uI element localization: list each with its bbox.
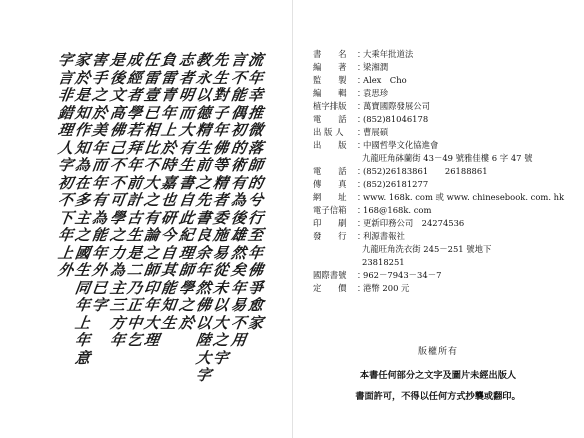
calligraphy-glyph: 紀 xyxy=(177,226,196,244)
colophon-value: 大乘年批道法 xyxy=(363,48,414,59)
calligraphy-glyph: 多 xyxy=(73,191,92,209)
copyright-line-1: 本書任何部分之文字及圖片未經出版人 xyxy=(359,370,517,381)
calligraphy-glyph: 初 xyxy=(229,121,248,139)
calligraphy-glyph: 用 xyxy=(229,331,248,349)
colophon-colon: ： xyxy=(357,282,366,293)
calligraphy-glyph: 經 xyxy=(125,68,144,87)
calligraphy-column xyxy=(73,52,92,367)
calligraphy-glyph: 此 xyxy=(177,208,196,227)
colophon-value: www. 168k. com 或 www. chinesebook. com. hk xyxy=(363,191,565,202)
calligraphy-glyph: 愈 xyxy=(246,296,265,314)
calligraphy-glyph: 年 xyxy=(125,156,144,174)
calligraphy-glyph: 以 xyxy=(194,313,213,332)
calligraphy-glyph: 正 xyxy=(125,296,144,314)
colophon-colon: ： xyxy=(357,178,366,189)
calligraphy-column xyxy=(108,52,127,350)
calligraphy-glyph: 師 xyxy=(143,261,161,279)
calligraphy-glyph: 之 xyxy=(91,86,109,104)
colophon-colon: ： xyxy=(357,113,366,124)
calligraphy-glyph: 之 xyxy=(143,191,161,209)
calligraphy-glyph: 生 xyxy=(177,156,196,174)
calligraphy-glyph: 計 xyxy=(125,191,144,209)
calligraphy-glyph: 的 xyxy=(229,138,248,157)
calligraphy-glyph: 主 xyxy=(73,208,92,227)
calligraphy-glyph: 二 xyxy=(125,261,144,279)
calligraphy-glyph: 自 xyxy=(177,191,196,209)
colophon-colon: ： xyxy=(357,191,366,202)
calligraphy-glyph: 年 xyxy=(246,68,265,87)
colophon-row xyxy=(313,281,573,294)
calligraphy-glyph: 明 xyxy=(177,86,196,104)
calligraphy-glyph: 乃 xyxy=(125,278,144,297)
colophon-label: 電 話 xyxy=(313,165,347,176)
calligraphy-glyph: 字 xyxy=(56,51,75,69)
calligraphy-glyph: 者 xyxy=(212,191,230,209)
calligraphy-glyph: 者 xyxy=(177,68,196,87)
calligraphy-glyph: 相 xyxy=(143,121,161,139)
calligraphy-glyph: 先 xyxy=(194,191,213,209)
calligraphy-glyph: 古 xyxy=(125,208,144,227)
calligraphy-glyph: 志 xyxy=(177,51,196,69)
calligraphy-glyph: 施 xyxy=(212,226,230,244)
calligraphy-glyph: 書 xyxy=(177,173,196,192)
calligraphy-glyph: 家 xyxy=(246,313,265,332)
calligraphy-glyph: 大 xyxy=(177,121,196,139)
calligraphy-glyph: 字 xyxy=(194,366,213,384)
colophon-colon: ： xyxy=(357,126,366,137)
calligraphy-column xyxy=(229,52,248,350)
calligraphy-glyph: 比 xyxy=(143,138,161,157)
calligraphy-column xyxy=(211,52,230,367)
calligraphy-glyph: 年 xyxy=(160,103,178,122)
calligraphy-glyph: 在 xyxy=(73,173,92,192)
colophon-value: (852)26183861 26188861 xyxy=(363,165,488,176)
calligraphy-glyph: 師 xyxy=(177,261,196,279)
calligraphy-glyph: 佛 xyxy=(212,138,230,157)
calligraphy-glyph: 有 xyxy=(143,208,161,227)
colophon-row xyxy=(313,73,573,86)
calligraphy-glyph: 生 xyxy=(194,138,213,157)
calligraphy-glyph: 之 xyxy=(177,296,196,314)
colophon-colon: ： xyxy=(357,100,366,111)
calligraphy-glyph: 流 xyxy=(246,51,265,69)
colophon-label: 出 版 xyxy=(313,139,347,150)
calligraphy-glyph: 生 xyxy=(125,226,144,244)
colophon-label: 國際書號 xyxy=(313,269,347,280)
colophon-colon: ： xyxy=(357,204,366,215)
calligraphy-glyph: 能 xyxy=(229,86,248,104)
calligraphy-glyph: 不 xyxy=(143,156,161,174)
calligraphy-glyph: 是 xyxy=(125,243,144,262)
calligraphy-glyph: 之 xyxy=(73,226,92,244)
calligraphy-glyph: 負 xyxy=(160,51,178,69)
calligraphy-glyph: 精 xyxy=(194,121,213,139)
calligraphy-glyph: 佛 xyxy=(246,261,265,279)
colophon-label: 出 版 人 xyxy=(313,126,344,137)
calligraphy-column xyxy=(142,52,161,350)
colophon-label: 電子信箱 xyxy=(313,204,347,215)
calligraphy-glyph: 年 xyxy=(91,138,109,157)
calligraphy-glyph: 不 xyxy=(229,313,248,332)
calligraphy-glyph: 先 xyxy=(212,51,230,69)
colophon-row xyxy=(313,112,573,125)
calligraphy-glyph: 已 xyxy=(143,103,161,122)
calligraphy-glyph: 己 xyxy=(108,138,126,157)
calligraphy-glyph: 偶 xyxy=(229,103,248,122)
calligraphy-glyph: 主 xyxy=(108,278,126,297)
calligraphy-glyph: 大 xyxy=(194,348,213,367)
calligraphy-glyph: 印 xyxy=(143,278,161,297)
colophon-label: 傳 真 xyxy=(313,178,347,189)
calligraphy-glyph: 乞 xyxy=(125,331,144,349)
calligraphy-column xyxy=(56,52,75,280)
colophon-label: 電 話 xyxy=(313,113,347,124)
calligraphy-glyph: 為 xyxy=(229,191,248,209)
calligraphy-glyph: 生 xyxy=(73,261,92,279)
calligraphy-glyph: 之 xyxy=(108,226,126,244)
calligraphy-glyph: 微 xyxy=(246,121,265,139)
calligraphy-column xyxy=(246,52,265,332)
calligraphy-glyph: 雄 xyxy=(229,226,248,244)
calligraphy-glyph: 也 xyxy=(160,191,178,209)
calligraphy-glyph: 學 xyxy=(177,278,196,297)
calligraphy-glyph: 年 xyxy=(143,296,161,314)
calligraphy-glyph: 學 xyxy=(108,208,126,227)
colophon-value: 港幣 200 元 xyxy=(363,282,410,293)
colophon-row xyxy=(313,242,573,255)
calligraphy-glyph: 矣 xyxy=(229,261,248,279)
calligraphy-glyph: 幸 xyxy=(246,86,265,104)
calligraphy-glyph: 上 xyxy=(56,243,75,262)
calligraphy-glyph: 大 xyxy=(143,313,161,332)
calligraphy-glyph: 生 xyxy=(160,313,178,332)
calligraphy-glyph: 若 xyxy=(125,121,144,139)
calligraphy-glyph: 為 xyxy=(91,208,109,227)
calligraphy-glyph: 美 xyxy=(91,121,109,139)
calligraphy-glyph: 等 xyxy=(212,156,230,174)
calligraphy-glyph: 以 xyxy=(194,86,213,104)
calligraphy-glyph: 言 xyxy=(229,51,248,69)
calligraphy-glyph: 然 xyxy=(194,278,213,297)
calligraphy-glyph: 有 xyxy=(91,191,109,209)
colophon-value: 962－7943－34－7 xyxy=(363,269,442,280)
calligraphy-glyph: 年 xyxy=(91,173,109,192)
calligraphy-glyph: 年 xyxy=(91,243,109,262)
calligraphy-glyph: 而 xyxy=(177,103,196,122)
colophon-value: 萬寶國際發展公司 xyxy=(363,100,430,111)
calligraphy-glyph: 上 xyxy=(160,121,178,139)
colophon-colon: ： xyxy=(357,87,366,98)
calligraphy-glyph: 青 xyxy=(160,86,178,104)
calligraphy-column xyxy=(177,52,196,332)
colophon-label: 印 刷 xyxy=(313,217,347,228)
calligraphy-glyph: 年 xyxy=(194,261,213,279)
calligraphy-glyph: 年 xyxy=(73,296,92,314)
calligraphy-glyph: 於 xyxy=(177,313,196,332)
colophon-label: 植字排版 xyxy=(313,100,347,111)
calligraphy-glyph: 不 xyxy=(108,156,126,174)
calligraphy-glyph: 國 xyxy=(73,243,92,262)
calligraphy-glyph: 德 xyxy=(194,103,213,122)
calligraphy-glyph: 後 xyxy=(108,68,126,87)
colophon xyxy=(313,47,573,294)
calligraphy-glyph: 已 xyxy=(91,278,109,297)
calligraphy-glyph: 精 xyxy=(212,173,230,192)
colophon-label: 書 名 xyxy=(313,48,347,59)
calligraphy-glyph: 知 xyxy=(160,296,178,314)
calligraphy-glyph: 宇 xyxy=(212,348,230,367)
calligraphy-glyph: 成 xyxy=(125,51,144,69)
calligraphy-glyph: 拜 xyxy=(125,138,144,157)
calligraphy-glyph: 雷 xyxy=(143,68,161,87)
calligraphy-glyph: 人 xyxy=(56,138,75,157)
calligraphy-glyph: 佛 xyxy=(108,121,126,139)
calligraphy-glyph: 害 xyxy=(91,51,109,69)
calligraphy-glyph: 對 xyxy=(212,86,230,104)
colophon-row xyxy=(313,86,573,99)
calligraphy-glyph: 論 xyxy=(143,226,161,244)
calligraphy-glyph: 書 xyxy=(194,208,213,227)
calligraphy-glyph: 於 xyxy=(160,138,178,157)
colophon-colon: ： xyxy=(357,269,366,280)
colophon-value: (852)26181277 xyxy=(363,178,429,189)
copyright-notice xyxy=(292,344,584,409)
calligraphy-glyph: 易 xyxy=(212,243,230,262)
calligraphy-glyph: 永 xyxy=(194,68,213,87)
colophon-colon: ： xyxy=(357,165,366,176)
calligraphy-glyph: 不 xyxy=(56,191,75,209)
calligraphy-glyph: 教 xyxy=(194,51,213,69)
colophon-row xyxy=(313,47,573,60)
calligraphy-glyph: 可 xyxy=(108,191,126,209)
colophon-colon: ： xyxy=(357,230,366,241)
calligraphy-glyph: 言 xyxy=(56,68,75,87)
colophon-row xyxy=(313,203,573,216)
colophon-value: 中國哲學文化協進會 xyxy=(363,139,439,150)
calligraphy-glyph: 年 xyxy=(73,331,92,349)
colophon-label: 編 著 xyxy=(313,61,347,72)
colophon-label: 監 製 xyxy=(313,74,347,85)
calligraphy-glyph: 初 xyxy=(56,173,75,192)
calligraphy-glyph: 術 xyxy=(229,156,248,174)
calligraphy-glyph: 知 xyxy=(73,138,92,157)
calligraphy-column xyxy=(160,52,179,332)
calligraphy-glyph: 委 xyxy=(212,208,230,227)
colophon-value: 23818251 xyxy=(362,256,405,267)
calligraphy-glyph: 家 xyxy=(73,51,92,69)
calligraphy-glyph: 年 xyxy=(212,121,230,139)
copyright-line-2: 書面許可，不得以任何方式抄襲或翻印。 xyxy=(355,391,521,402)
calligraphy-glyph: 自 xyxy=(160,243,178,262)
calligraphy-glyph: 行 xyxy=(246,208,265,227)
calligraphy-glyph: 時 xyxy=(160,156,178,174)
calligraphy-glyph: 下 xyxy=(56,208,75,227)
calligraphy-glyph: 力 xyxy=(108,243,126,262)
colophon-row xyxy=(313,268,573,281)
colophon-label: 定 價 xyxy=(313,282,347,293)
calligraphy-glyph: 大 xyxy=(212,313,230,332)
colophon-value: Alex Cho xyxy=(363,74,407,85)
calligraphy-glyph: 前 xyxy=(194,156,213,174)
calligraphy-glyph: 手 xyxy=(91,68,109,87)
calligraphy-glyph: 文 xyxy=(108,86,126,104)
colophon-value: 九龍旺角洗衣街 245－251 號地下 xyxy=(362,243,492,254)
calligraphy-glyph: 為 xyxy=(108,261,126,279)
calligraphy-glyph: 之 xyxy=(143,243,161,262)
calligraphy-glyph: 未 xyxy=(212,278,230,297)
calligraphy-glyph: 作 xyxy=(73,121,92,139)
calligraphy-column xyxy=(194,52,213,385)
calligraphy-glyph: 余 xyxy=(194,243,213,262)
calligraphy-glyph: 理 xyxy=(177,243,196,262)
calligraphy-column xyxy=(90,52,109,315)
calligraphy-glyph: 之 xyxy=(212,331,230,349)
calligraphy-glyph: 知 xyxy=(73,103,92,122)
colophon-colon: ： xyxy=(357,74,366,85)
calligraphy-glyph: 年 xyxy=(246,243,265,262)
calligraphy-glyph: 佛 xyxy=(194,296,213,314)
colophon-value: 九龍旺角砵蘭街 43－49 號雅佳樓 6 字 47 號 xyxy=(362,152,533,163)
calligraphy-glyph: 後 xyxy=(229,208,248,227)
calligraphy-glyph: 方 xyxy=(108,313,126,332)
calligraphy-glyph: 壹 xyxy=(143,86,161,104)
calligraphy-glyph: 上 xyxy=(73,313,92,332)
colophon-row xyxy=(313,60,573,73)
calligraphy-glyph: 外 xyxy=(91,261,109,279)
calligraphy-glyph: 的 xyxy=(246,173,265,192)
calligraphy-glyph: 學 xyxy=(125,103,144,122)
calligraphy-glyph: 字 xyxy=(56,156,75,174)
calligraphy-glyph: 生 xyxy=(212,68,230,87)
colophon-row xyxy=(313,125,573,138)
calligraphy-glyph: 落 xyxy=(246,138,265,157)
calligraphy-glyph: 雷 xyxy=(160,68,178,87)
calligraphy-glyph: 以 xyxy=(212,296,230,314)
colophon-row xyxy=(313,255,573,268)
calligraphy-glyph: 中 xyxy=(125,313,144,332)
calligraphy-glyph: 研 xyxy=(160,208,178,227)
calligraphy-glyph: 之 xyxy=(194,173,213,192)
colophon-value: 更新印務公司 24274536 xyxy=(363,217,465,228)
calligraphy-glyph: 大 xyxy=(143,173,161,192)
calligraphy-glyph: 是 xyxy=(73,86,92,104)
colophon-row xyxy=(313,177,573,190)
calligraphy-glyph: 外 xyxy=(56,261,75,279)
calligraphy-glyph: 非 xyxy=(56,86,75,104)
calligraphy-glyph: 前 xyxy=(125,173,144,192)
calligraphy-block xyxy=(56,51,265,384)
calligraphy-glyph: 師 xyxy=(246,156,265,174)
calligraphy-glyph: 任 xyxy=(143,51,161,69)
colophon-value: 袁思珍 xyxy=(363,87,389,98)
calligraphy-glyph: 而 xyxy=(91,156,109,174)
colophon-value: 168@168k. com xyxy=(363,204,432,215)
calligraphy-glyph: 年 xyxy=(56,226,75,244)
calligraphy-glyph: 易 xyxy=(229,296,248,314)
calligraphy-glyph: 字 xyxy=(91,296,109,314)
calligraphy-glyph: 然 xyxy=(229,243,248,262)
colophon-row xyxy=(313,216,573,229)
calligraphy-glyph: 理 xyxy=(56,121,75,139)
calligraphy-glyph: 意 xyxy=(73,348,92,367)
calligraphy-glyph: 能 xyxy=(160,278,178,297)
calligraphy-glyph: 爭 xyxy=(246,278,265,297)
calligraphy-glyph: 其 xyxy=(160,261,178,279)
calligraphy-glyph: 至 xyxy=(246,226,265,244)
colophon-label: 網 址 xyxy=(313,191,347,202)
calligraphy-glyph: 理 xyxy=(143,331,161,349)
calligraphy-glyph: 為 xyxy=(73,156,92,174)
calligraphy-glyph: 兮 xyxy=(246,191,265,209)
calligraphy-glyph: 子 xyxy=(212,103,230,122)
calligraphy-glyph: 不 xyxy=(108,173,126,192)
colophon-row xyxy=(313,190,573,203)
calligraphy-glyph: 同 xyxy=(73,278,92,297)
calligraphy-glyph: 良 xyxy=(194,226,213,244)
calligraphy-glyph: 陸 xyxy=(194,331,213,349)
calligraphy-glyph: 有 xyxy=(229,173,248,192)
colophon-value: 梁湘潤 xyxy=(363,61,389,72)
colophon-value: 曹展碩 xyxy=(363,126,389,137)
colophon-colon: ： xyxy=(357,48,366,59)
calligraphy-glyph: 今 xyxy=(160,226,178,244)
colophon-label: 發 行 xyxy=(313,230,347,241)
colophon-colon: ： xyxy=(357,139,366,150)
calligraphy-glyph: 者 xyxy=(125,86,144,104)
calligraphy-glyph: 嘉 xyxy=(160,173,178,192)
calligraphy-glyph: 是 xyxy=(108,51,126,69)
colophon-label: 編 輯 xyxy=(313,87,347,98)
calligraphy-glyph: 推 xyxy=(246,103,265,122)
calligraphy-glyph: 高 xyxy=(108,103,126,122)
colophon-row xyxy=(313,99,573,112)
calligraphy-glyph: 三 xyxy=(108,296,126,314)
colophon-value: 利源書報社 xyxy=(363,230,405,241)
calligraphy-glyph: 錯 xyxy=(56,103,75,122)
colophon-row xyxy=(313,164,573,177)
colophon-colon: ： xyxy=(357,217,366,228)
calligraphy-glyph: 從 xyxy=(212,261,230,279)
colophon-row xyxy=(313,151,573,164)
colophon-value: (852)81046178 xyxy=(363,113,429,124)
colophon-colon: ： xyxy=(357,61,366,72)
copyright-title: 版權所有 xyxy=(417,347,458,357)
calligraphy-glyph: 能 xyxy=(91,226,109,244)
calligraphy-glyph: 年 xyxy=(108,331,126,349)
calligraphy-glyph: 有 xyxy=(177,138,196,157)
calligraphy-column xyxy=(125,52,144,350)
calligraphy-glyph: 年 xyxy=(229,278,248,297)
calligraphy-glyph: 於 xyxy=(73,68,92,87)
calligraphy-glyph: 不 xyxy=(229,68,248,87)
colophon-row xyxy=(313,229,573,242)
calligraphy-glyph: 於 xyxy=(91,103,109,122)
colophon-row xyxy=(313,138,573,151)
